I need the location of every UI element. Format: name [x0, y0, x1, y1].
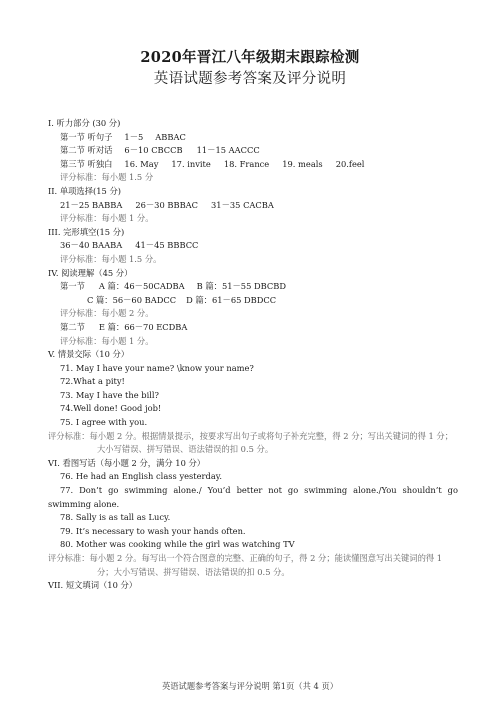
- section-cloze-title: III. 完形填空(15 分): [48, 226, 125, 237]
- section-picture-writing-title: VI. 看图写话（每小题 2 分，满分 10 分）: [48, 457, 206, 468]
- listening-part-2-label: 第二节 听对话: [60, 145, 113, 156]
- section-reading-title: IV. 阅读理解（45 分）: [48, 267, 133, 278]
- listening-answer: 19. meals: [282, 158, 323, 169]
- reading-answers-e: E 篇：66－70 ECDBA: [98, 321, 188, 332]
- listening-part-1-label: 第一节 听句子: [60, 131, 113, 142]
- page-footer: 英语试题参考答案与评分说明 第1页（共 4 页）: [161, 681, 339, 691]
- listening-part-2-answers-b: 11－15 AACCC: [196, 145, 260, 156]
- listening-part-1: [48, 131, 458, 145]
- picture-writing-answer: 80. Mother was cooking while the girl was watching TV: [60, 539, 295, 550]
- document-subtitle: 英语试题参考答案及评分说明: [153, 71, 347, 87]
- cloze-scoring: 评分标准：每小题 1.5 分。: [60, 253, 162, 264]
- document-title: 2020年晋江八年级期末跟踪检测: [140, 49, 360, 66]
- single-choice-answers-c: 31－35 CACBA: [211, 199, 274, 210]
- single-choice-scoring: 评分标准：每小题 1 分。: [60, 213, 154, 224]
- picture-writing-answer: 77. Don’t go swimming alone./ You’d better not go swimming alone./You shouldn’t go swimming alone.: [48, 485, 458, 509]
- picture-writing-answer: 78. Sally is as tall as Lucy.: [60, 512, 171, 523]
- reading-part-2-label: 第二节: [60, 321, 85, 332]
- listening-part-3-label: 第三节 听独白: [60, 158, 113, 169]
- answer-body: [48, 117, 458, 593]
- section-situational-title: V. 情景交际（10 分）: [48, 349, 130, 360]
- picture-writing-answer: 76. He had an English class yesterday.: [60, 471, 222, 482]
- listening-part-1-range: 1－5: [124, 131, 144, 142]
- reading-part-1-row-2: [48, 294, 458, 308]
- situational-answer: 73. May I have the bill?: [60, 389, 159, 400]
- situational-answer: 71. May I have your name? \know your name?: [60, 362, 254, 373]
- reading-part-1-scoring: 评分标准：每小题 2 分。: [60, 308, 154, 319]
- picture-writing-scoring: 评分标准：每小题 2 分。每写出一个符合图意的完整、正确的句子，得 2 分；能读懂图意写出关键词的得 1 分；大小写错误、拼写错误、语法错误的扣 0.5 分。: [48, 553, 443, 577]
- situational-scoring: 评分标准：每小题 2 分。根据情景提示，按要求写出句子或将句子补充完整，得 2 分；写出关键词的得 1 分；大小写错误、拼写错误、语法错误的扣 0.5 分。: [48, 430, 454, 455]
- listening-part-3: [48, 158, 458, 172]
- listening-answer: 18. France: [223, 158, 270, 169]
- listening-scoring: 评分标准：每小题 1.5 分: [60, 172, 154, 183]
- single-choice-answers-b: 26－30 BBBAC: [135, 199, 199, 210]
- listening-answer: 20.feel: [335, 158, 365, 169]
- reading-answers-b: B 篇：51－55 DBCBD: [196, 281, 287, 292]
- listening-part-2-answers-a: 6－10 CBCCB: [124, 145, 183, 156]
- reading-part-2: [48, 321, 458, 335]
- single-choice-answers: [48, 199, 458, 213]
- reading-answers-c: C 篇：56－60 BADCC: [87, 294, 177, 305]
- single-choice-answers-a: 21－25 BABBA: [60, 199, 123, 210]
- reading-answers-a: A 篇：46－50CADBA: [98, 281, 185, 292]
- listening-part-2: [48, 144, 458, 158]
- reading-part-1-row-1: [48, 280, 458, 294]
- reading-part-1-label: 第一节: [60, 281, 85, 292]
- situational-answer: 75. I agree with you.: [60, 417, 148, 428]
- cloze-answers-b: 41－45 BBBCC: [135, 240, 199, 251]
- reading-answers-d: D 篇：61－65 DBDCC: [186, 294, 277, 305]
- listening-answer: 17. invite: [171, 158, 211, 169]
- listening-part-1-answers: ABBAC: [155, 131, 186, 142]
- cloze-answers: [48, 239, 458, 253]
- section-word-fill-title: VII. 短文填词（10 分）: [48, 580, 138, 591]
- reading-part-2-scoring: 评分标准：每小题 1 分。: [60, 335, 154, 346]
- cloze-answers-a: 36－40 BAABA: [60, 240, 123, 251]
- picture-writing-answer: 79. It’s necessary to wash your hands often.: [60, 525, 246, 536]
- situational-answer: 74.Well done! Good job!: [60, 403, 162, 414]
- section-single-choice-title: II. 单项选择(15 分): [48, 185, 121, 196]
- situational-answer: 72.What a pity!: [60, 376, 125, 387]
- section-listening-title: I. 听力部分 (30 分): [48, 118, 121, 128]
- listening-answer: 16. May: [124, 158, 159, 169]
